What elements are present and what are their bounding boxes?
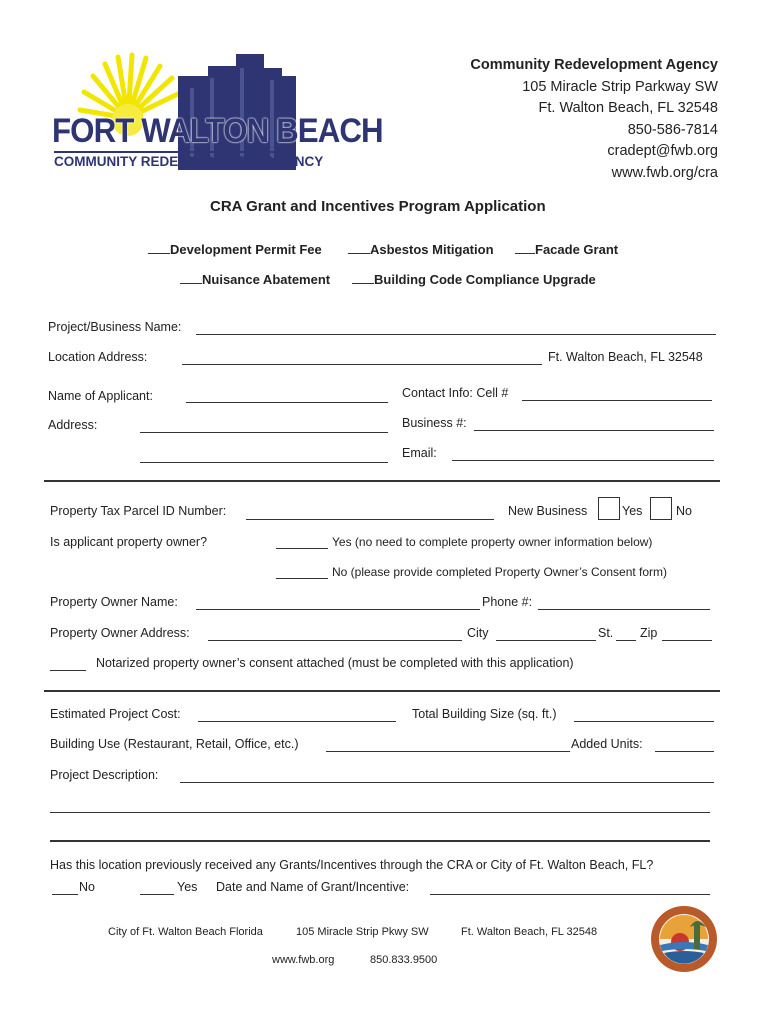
business-phone-label: Business #:	[402, 416, 467, 430]
state-label: St.	[598, 626, 614, 640]
agency-name: Community Redevelopment Agency	[470, 57, 718, 73]
page-title: CRA Grant and Incentives Program Application	[210, 198, 546, 215]
prior-yes-label: Yes	[177, 880, 198, 894]
location-city: Ft. Walton Beach, FL 32548	[548, 350, 703, 364]
parcel-field[interactable]	[246, 519, 494, 520]
is-owner-label: Is applicant property owner?	[50, 535, 208, 549]
new-business-no-checkbox[interactable]	[650, 497, 672, 520]
description-line2-field[interactable]	[50, 812, 710, 813]
email-label: Email:	[402, 446, 437, 460]
zip-label: Zip	[640, 626, 658, 640]
parcel-label: Property Tax Parcel ID Number:	[50, 504, 227, 518]
project-name-label: Project/Business Name:	[48, 320, 182, 334]
description-line3-field[interactable]	[50, 840, 710, 842]
owner-name-field[interactable]	[196, 609, 480, 610]
project-name-field[interactable]	[196, 334, 716, 335]
program-dev-permit[interactable]: Development Permit Fee	[148, 242, 322, 257]
city-field[interactable]	[496, 640, 596, 641]
building-size-label: Total Building Size (sq. ft.)	[412, 707, 557, 721]
agency-address	[470, 55, 718, 184]
owner-yes-field[interactable]	[276, 548, 328, 549]
address-line2-field[interactable]	[140, 462, 388, 463]
prior-no-field[interactable]	[52, 894, 78, 895]
cell-field[interactable]	[522, 400, 712, 401]
business-phone-field[interactable]	[474, 430, 714, 431]
owner-no-field[interactable]	[276, 578, 328, 579]
location-field[interactable]	[182, 364, 542, 365]
program-facade[interactable]: Facade Grant	[515, 242, 618, 257]
logo-subtitle: COMMUNITY REDEVELOPMENT AGENCY	[54, 154, 324, 169]
owner-phone-field[interactable]	[538, 609, 710, 610]
agency-web: www.fwb.org/cra	[611, 164, 718, 181]
owner-address-field[interactable]	[208, 640, 462, 641]
location-label: Location Address:	[48, 350, 148, 364]
applicant-label: Name of Applicant:	[48, 389, 153, 403]
description-label: Project Description:	[50, 768, 159, 782]
address-label: Address:	[48, 418, 98, 432]
city-seal	[650, 905, 718, 973]
prior-grants-question: Has this location previously received any Grants/Incentives through the CRA or City of Ft. Walton Beach, FL?	[50, 858, 654, 872]
program-nuisance[interactable]: Nuisance Abatement	[180, 272, 330, 287]
section-divider	[44, 690, 720, 692]
applicant-field[interactable]	[186, 402, 388, 403]
notarized-field[interactable]	[50, 670, 86, 671]
footer-web: www.fwb.org	[272, 954, 335, 966]
agency-city: Ft. Walton Beach, FL 32548	[538, 100, 718, 116]
email-field[interactable]	[452, 460, 714, 461]
agency-phone: 850-586-7814	[627, 121, 718, 138]
new-business-yes-checkbox[interactable]	[598, 497, 620, 520]
city-label: City	[467, 626, 489, 640]
owner-no-text: No (please provide completed Property Owner’s Consent form)	[332, 565, 668, 579]
added-units-label: Added Units:	[571, 737, 643, 751]
cell-label: Contact Info: Cell #	[402, 386, 509, 400]
grant-date-field[interactable]	[430, 894, 710, 895]
prior-no-label: No	[79, 880, 95, 894]
building-size-field[interactable]	[574, 721, 714, 722]
building-use-label: Building Use (Restaurant, Retail, Office, etc.)	[50, 737, 299, 751]
new-business-no-label: No	[676, 504, 692, 518]
address-field[interactable]	[140, 432, 388, 433]
cra-logo	[50, 48, 383, 178]
notarized-text: Notarized property owner’s consent attached (must be completed with this application)	[96, 656, 574, 670]
added-units-field[interactable]	[655, 751, 714, 752]
section-divider	[44, 480, 720, 482]
zip-field[interactable]	[662, 640, 712, 641]
footer-street: 105 Miracle Strip Pkwy SW	[296, 926, 429, 938]
logo-title: FORT WALTON BEACH	[52, 112, 383, 150]
footer-city: City of Ft. Walton Beach Florida	[108, 926, 263, 938]
agency-email: cradept@fwb.org	[607, 143, 718, 159]
city-seal-icon	[650, 905, 718, 973]
grant-date-label: Date and Name of Grant/Incentive:	[216, 880, 410, 894]
owner-address-label: Property Owner Address:	[50, 626, 190, 640]
owner-yes-text: Yes (no need to complete property owner information below)	[332, 535, 653, 549]
est-cost-field[interactable]	[198, 721, 396, 722]
prior-yes-field[interactable]	[140, 894, 174, 895]
description-field[interactable]	[180, 782, 714, 783]
building-use-field[interactable]	[326, 751, 570, 752]
program-asbestos[interactable]: Asbestos Mitigation	[348, 242, 494, 257]
new-business-yes-label: Yes	[622, 504, 643, 518]
est-cost-label: Estimated Project Cost:	[50, 707, 181, 721]
footer-phone: 850.833.9500	[370, 954, 438, 966]
program-building-code[interactable]: Building Code Compliance Upgrade	[352, 272, 596, 287]
agency-street: 105 Miracle Strip Parkway SW	[522, 78, 718, 95]
owner-phone-label: Phone #:	[482, 595, 533, 609]
owner-name-label: Property Owner Name:	[50, 595, 178, 609]
new-business-label: New Business	[508, 504, 588, 518]
state-field[interactable]	[616, 640, 636, 641]
footer-citystate: Ft. Walton Beach, FL 32548	[461, 926, 598, 938]
